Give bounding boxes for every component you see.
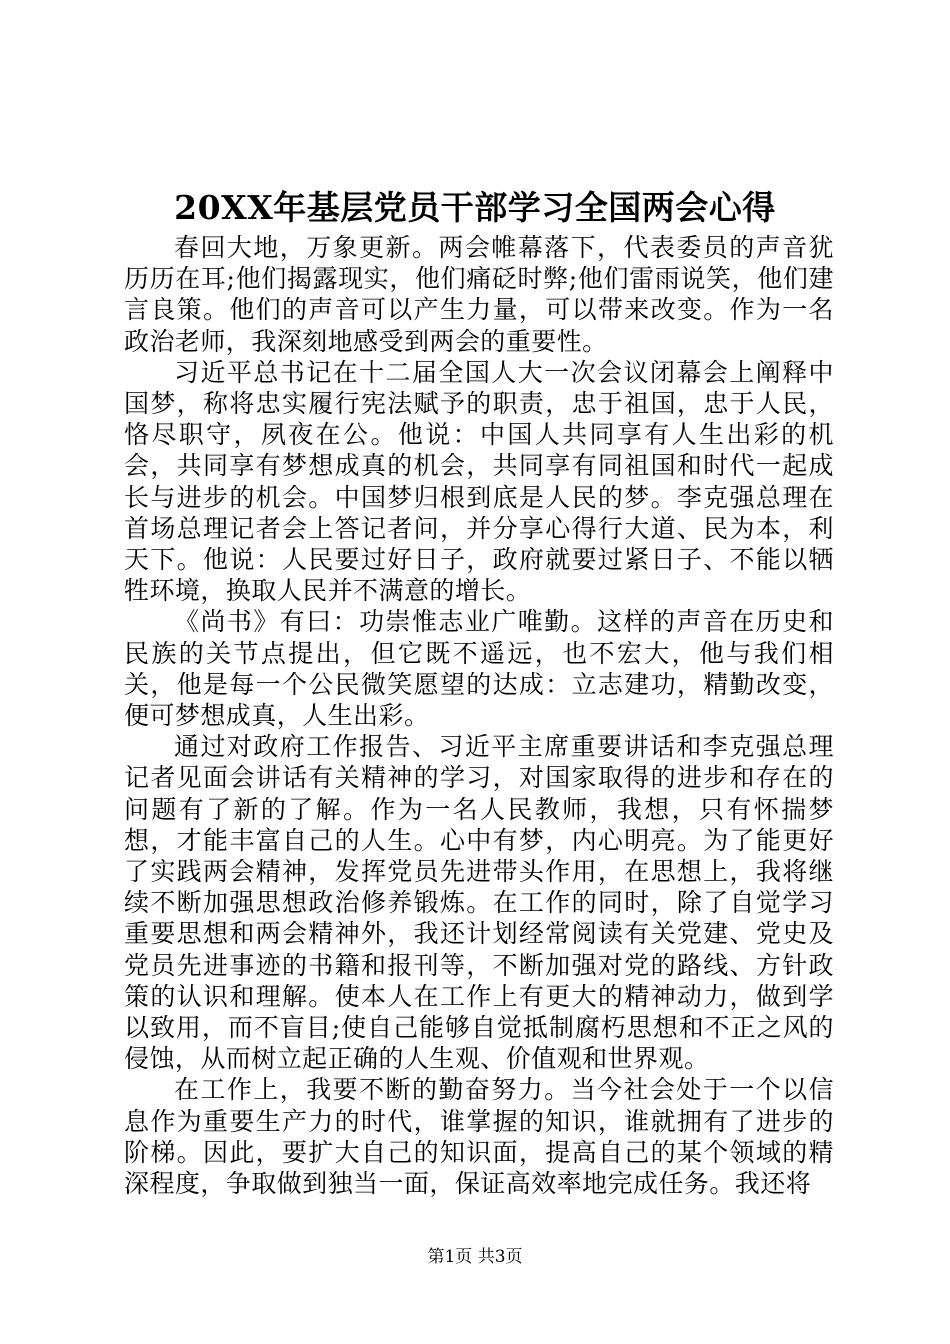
paragraph-4: 通过对政府工作报告、习近平主席重要讲话和李克强总理记者见面会讲话有关精神的学习，对国家取得的进步和存在的问题有了新的了解。作为一名人民教师，我想，只有怀揣梦想，才能丰富自己的人生。心中有梦，内心明亮。为了能更好了实践两会精神，发挥党员先进带头作用，在思想上，我将继续不断加强思想政治修养锻炼。在工作的同时，除了自觉学习重要思想和两会精神外，我还计划经常阅读有关党建、党史及党员先进事迹的书籍和报刊等，不断加强对党的路线、方针政策的认识和理解。使本人在工作上有更大的精神动力，做到学以致用，而不盲目;使自己能够自觉抵制腐朽思想和不正之风的侵蚀，从而树立起正确的人生观、价值观和世界观。 [124,732,834,1074]
page-number-footer: 第1页 共3页 [427,1247,523,1267]
paragraph-3: 《尚书》有曰：功崇惟志业广唯勤。这样的声音在历史和民族的关节点提出，但它既不遥远，也不宏大，他与我们相关，他是每一个公民微笑愿望的达成：立志建功，精勤改变，便可梦想成真，人生出彩。 [124,607,834,731]
paragraph-5: 在工作上，我要不断的勤奋努力。当今社会处于一个以信息作为重要生产力的时代，谁掌握的知识，谁就拥有了进步的阶梯。因此，要扩大自己的知识面，提高自己的某个领域的精深程度，争取做到独当一面，保证高效率地完成任务。我还将 [124,1075,834,1199]
document-body [124,232,834,1199]
document-title: 20XX年基层党员干部学习全国两会心得 [174,188,776,227]
paragraph-1: 春回大地，万象更新。两会帷幕落下，代表委员的声音犹历历在耳;他们揭露现实，他们痛砭时弊;他们雷雨说笑，他们建言良策。他们的声音可以产生力量，可以带来改变。作为一名政治老师，我深刻地感受到两会的重要性。 [124,233,834,356]
paragraph-2: 习近平总书记在十二届全国人大一次会议闭幕会上阐释中国梦，称将忠实履行宪法赋予的职责，忠于祖国，忠于人民，恪尽职守，夙夜在公。他说：中国人共同享有人生出彩的机会，共同享有梦想成真的机会，共同享有同祖国和时代一起成长与进步的机会。中国梦归根到底是人民的梦。李克强总理在首场总理记者会上答记者问，并分享心得行大道、民为本，利天下。他说：人民要过好日子，政府就要过紧日子、不能以牺牲环境，换取人民并不满意的增长。 [124,357,834,606]
